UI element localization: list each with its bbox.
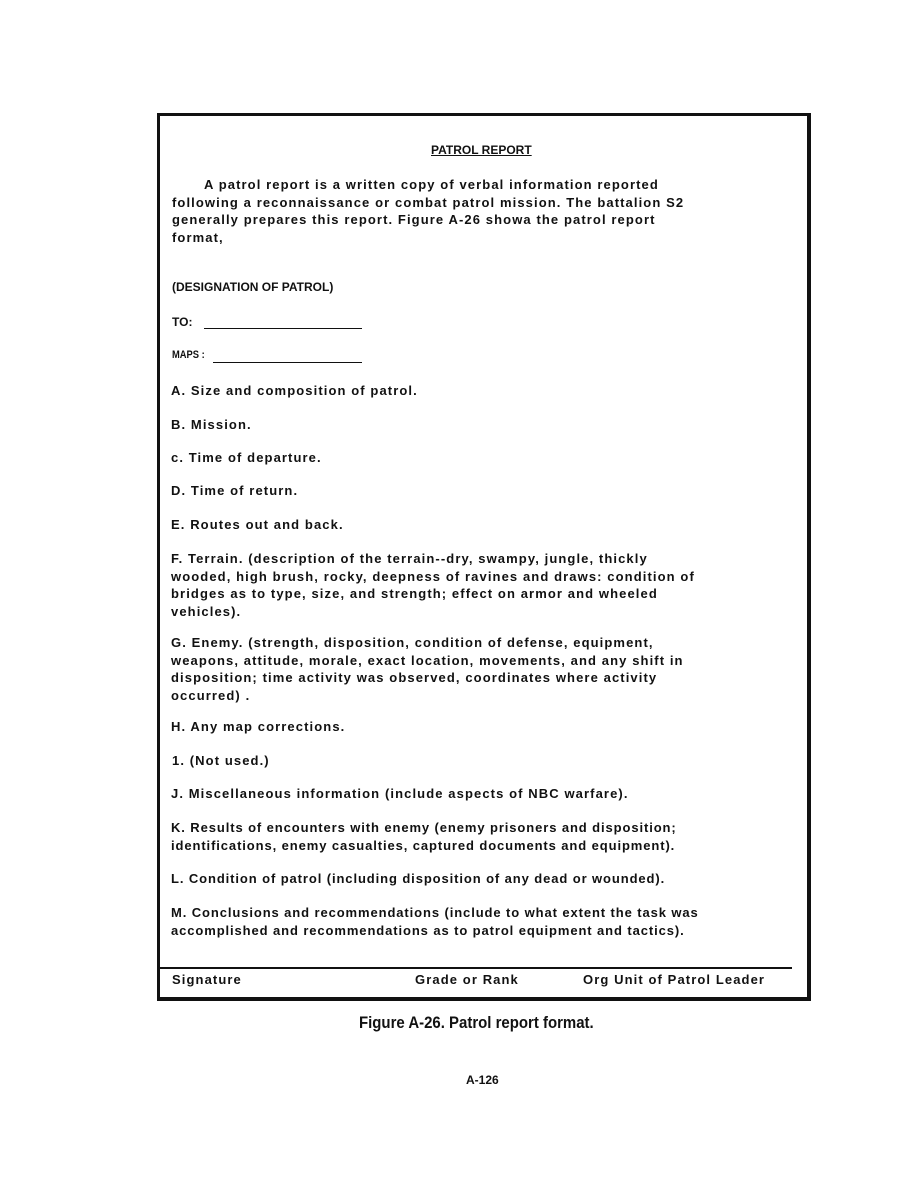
signature-line: [160, 967, 792, 969]
item-g-line: disposition; time activity was observed, coordinates where activity: [171, 670, 658, 685]
item-f-line: bridges as to type, size, and strength; effect on armor and wheeled: [171, 586, 658, 601]
item-g: [171, 634, 684, 704]
intro-line: A patrol report is a written copy of verbal information reported: [204, 177, 659, 192]
item-i: 1. (Not used.): [172, 753, 270, 768]
item-m: [171, 904, 699, 939]
item-g-line: weapons, attitude, morale, exact location, movements, and any shift in: [171, 652, 684, 668]
item-k: [171, 819, 677, 854]
item-c: c. Time of departure.: [171, 450, 322, 465]
grade-label: Grade or Rank: [415, 972, 519, 987]
designation-label: (DESIGNATION OF PATROL): [172, 280, 334, 294]
to-field-line: [204, 328, 362, 329]
maps-field-line: [213, 362, 362, 363]
figure-caption: Figure A-26. Patrol report format.: [359, 1013, 594, 1032]
maps-label: MAPS :: [172, 349, 205, 361]
item-m-line: accomplished and recommendations as to patrol equipment and tactics).: [171, 922, 685, 938]
item-f-line: wooded, high brush, rocky, deepness of ravines and draws: condition of: [171, 568, 695, 584]
intro-line: format,: [172, 229, 224, 245]
item-k-line: identifications, enemy casualties, captured documents and equipment).: [171, 837, 676, 853]
intro-line: following a reconnaissance or combat patrol mission. The battalion S2: [172, 194, 685, 210]
item-a: A. Size and composition of patrol.: [171, 383, 418, 398]
intro-paragraph: [172, 176, 772, 246]
intro-line: generally prepares this report. Figure A-26 showa the patrol report: [172, 212, 656, 227]
to-label: TO:: [172, 315, 193, 329]
item-m-line: M. Conclusions and recommendations (include to what extent the task was: [171, 905, 699, 920]
item-l: L. Condition of patrol (including disposition of any dead or wounded).: [171, 871, 666, 886]
page-number: A-126: [466, 1073, 499, 1087]
report-title: PATROL REPORT: [431, 143, 532, 157]
item-f-line: F. Terrain. (description of the terrain--dry, swampy, jungle, thickly: [171, 551, 648, 566]
item-f-line: vehicles).: [171, 603, 242, 619]
item-g-line: G. Enemy. (strength, disposition, condition of defense, equipment,: [171, 635, 654, 650]
item-h: H. Any map corrections.: [171, 719, 346, 734]
item-k-line: K. Results of encounters with enemy (enemy prisoners and disposition;: [171, 820, 677, 835]
item-g-line: occurred) .: [171, 687, 251, 703]
item-f: [171, 550, 695, 620]
signature-label: Signature: [172, 972, 242, 987]
item-j: J. Miscellaneous information (include aspects of NBC warfare).: [171, 786, 629, 801]
item-d: D. Time of return.: [171, 483, 299, 498]
item-b: B. Mission.: [171, 417, 252, 432]
item-e: E. Routes out and back.: [171, 517, 344, 532]
org-unit-label: Org Unit of Patrol Leader: [583, 972, 766, 987]
